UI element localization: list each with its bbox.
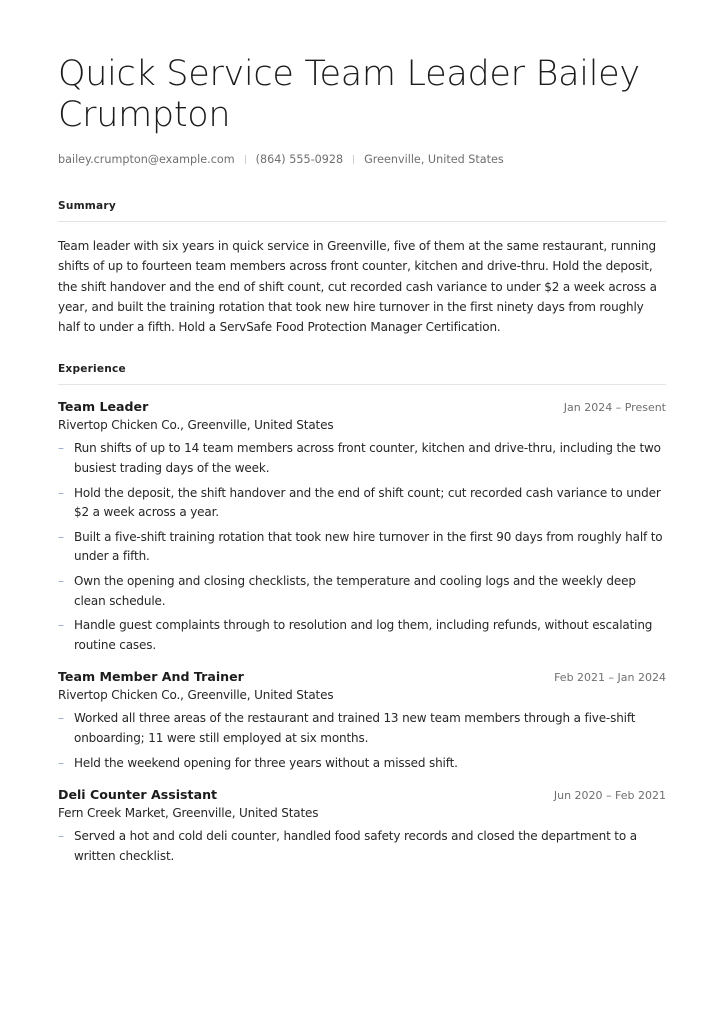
bullet-text: Handle guest complaints through to resolution and log them, including refunds, without escalating routine cases. (74, 618, 653, 652)
summary-heading: Summary (58, 200, 116, 212)
job-entry (58, 399, 666, 655)
job-bullets (58, 439, 666, 655)
location-text: Greenville, United States (364, 153, 504, 166)
bullet-item (58, 439, 666, 478)
experience-section (58, 363, 666, 866)
bullet-item (58, 484, 666, 523)
job-title: Team Member And Trainer (58, 669, 244, 685)
bullet-text: Own the opening and closing checklists, the temperature and cooling logs and the weekly deep clean schedule. (74, 574, 636, 608)
job-header (58, 669, 666, 684)
job-title: Team Leader (58, 399, 149, 415)
bullet-item (58, 709, 666, 748)
contact-divider (353, 155, 354, 164)
bullet-text: Worked all three areas of the restaurant and trained 13 new team members through a five-shift onboarding; 11 were still employed at six months. (74, 711, 636, 746)
contact-line (58, 153, 666, 166)
bullet-text: Built a five-shift training rotation that took new hire turnover in the first 90 days from roughly half to under a fifth. (74, 529, 663, 564)
job-entry (58, 669, 666, 773)
job-company: Rivertop Chicken Co., Greenville, United States (58, 418, 334, 433)
job-title: Deli Counter Assistant (58, 787, 218, 803)
job-company: Fern Creek Market, Greenville, United States (58, 806, 319, 821)
phone-text: (864) 555-0928 (255, 153, 344, 166)
page-title: Quick Service Team Leader Bailey Crumpton (58, 54, 640, 135)
summary-section (58, 200, 666, 337)
section-divider (58, 221, 666, 222)
bullet-dash: – (58, 485, 64, 500)
bullet-dash: – (58, 618, 64, 633)
bullet-dash: – (58, 574, 64, 589)
job-header (58, 787, 666, 802)
bullet-item (58, 827, 666, 866)
contact-divider (245, 155, 246, 164)
job-company: Rivertop Chicken Co., Greenville, United States (58, 688, 334, 703)
section-divider (58, 384, 666, 385)
job-header (58, 399, 666, 414)
experience-heading: Experience (58, 363, 126, 376)
bullet-item (58, 572, 666, 611)
bullet-text: Run shifts of up to 14 team members across front counter, kitchen and drive-thru, including the two busiest trading days of the week. (74, 441, 661, 476)
bullet-item (58, 754, 666, 774)
bullet-dash: – (58, 755, 64, 770)
bullet-dash: – (58, 529, 64, 544)
job-dates: Feb 2021 – Jan 2024 (554, 671, 666, 685)
summary-text: Team leader with six years in quick service in Greenville, five of them at the same restaurant, running shifts of up to fourteen team members across front counter, kitchen and drive-thru. Hold the deposit, the shift handover and the end of shift count, cut recorded cash variance to under $2 a week across a year, and built the training rotation that took new hire turnover in the first ninety days from roughly half to under a fifth. Hold a ServSafe Food Protection Manager Certification. (58, 239, 657, 335)
job-entry (58, 787, 666, 866)
bullet-item (58, 528, 666, 567)
email-text: bailey.crumpton@example.com (58, 153, 235, 166)
bullet-dash: – (58, 829, 64, 844)
bullet-dash: – (58, 441, 64, 456)
bullet-text: Served a hot and cold deli counter, handled food safety records and closed the department to a written checklist. (74, 829, 637, 863)
bullet-item (58, 616, 666, 655)
job-bullets (58, 827, 666, 866)
bullet-text: Held the weekend opening for three years without a missed shift. (74, 755, 458, 770)
bullet-dash: – (58, 711, 64, 726)
job-dates: Jun 2020 – Feb 2021 (553, 789, 666, 803)
job-dates: Jan 2024 – Present (563, 401, 666, 415)
job-bullets (58, 709, 666, 773)
bullet-text: Hold the deposit, the shift handover and the end of shift count; cut recorded cash variance to under $2 a week across a year. (74, 485, 661, 520)
